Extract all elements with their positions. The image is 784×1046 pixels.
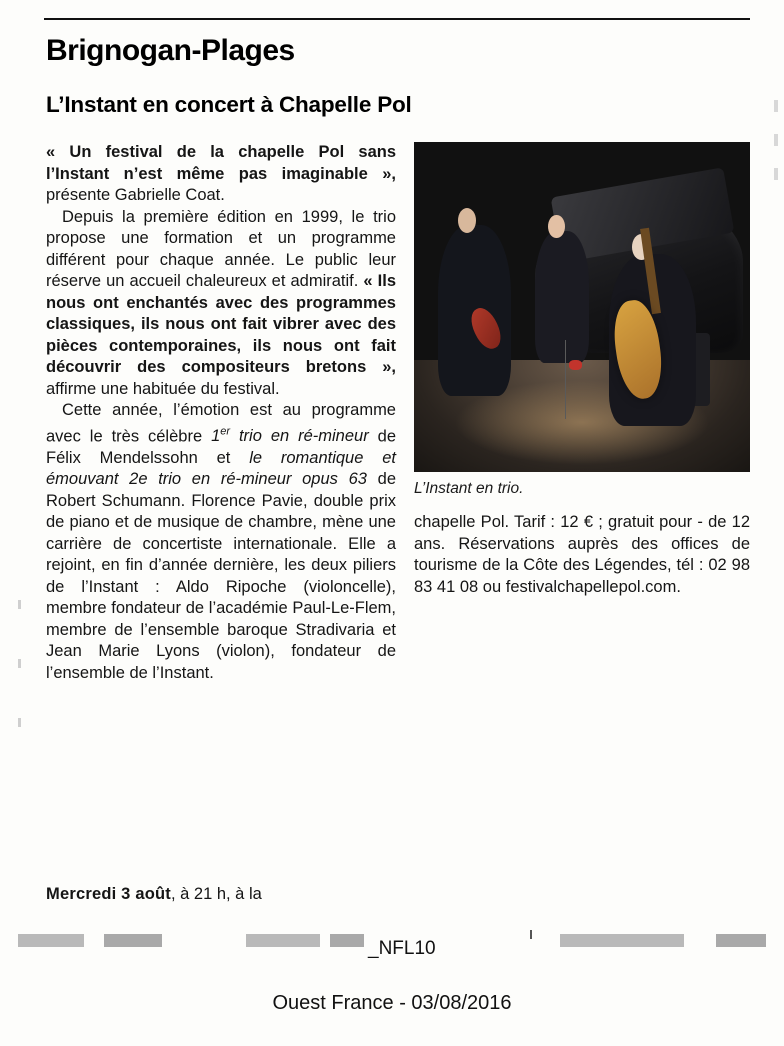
edge-mark [18,659,21,668]
paragraph-3-part-a: Cette année, l’émotion est au programme avec le très célèbre [46,401,396,445]
page-title: L’Instant en concert à Chapelle Pol [46,92,412,117]
pianist-figure [535,231,589,363]
registration-mark [246,934,320,947]
event-date: Mercredi 3 août [46,885,171,903]
paragraph-3 [46,400,396,684]
registration-mark [330,934,364,947]
work-title-2: le romantique et émouvant 2e trio en ré-mineur opus 63 [46,448,396,488]
lead-quote: « Un festival de la chapelle Pol sans l’Instant n’est même pas imaginable », [46,143,396,183]
registration-mark [716,934,766,947]
paragraph-2-part-a: Depuis la première édition en 1999, le trio propose une formation et un programme différent pour chaque année. Le public leur réserve un accueil chaleureux et admiratif. [46,207,396,290]
photo-caption: L’Instant en trio. [414,480,524,497]
locality-title: Brignogan-Plages [46,34,295,67]
edge-mark [18,718,21,727]
source-footer: Ouest France - 03/08/2016 [272,992,512,1014]
lead-attribution: présente Gabrielle Coat. [46,186,225,204]
paragraph-3-part-c: de Robert Schumann. Florence Pavie, double prix de piano et de musique de chambre, mène une carrière de concertiste internationale. Elle a rejoint, en fin d’année dernière, les deux piliers de l’Instant : Aldo Ripoche (violoncelle), membre fondateur de l’académie Paul-Le-Flem, membre de l’ensemble baroque Stradivaria et Jean Marie Lyons (violon), fondateur de l’ensemble de l’Instant. [46,470,397,682]
registration-mark [104,934,162,947]
article-body-right [414,512,750,598]
microphone-stand [565,340,566,419]
right-column [414,142,750,598]
edge-mark [774,100,778,112]
work-title-1: 1er trio en ré-mineur [211,425,369,445]
left-column [46,142,396,684]
paragraph-2-quote: « Ils nous ont enchantés avec des programmes classiques, ils nous ont fait vibrer avec des pièces contemporaines, ils nous ont fait découvrir des compositeurs bretons », [46,272,397,376]
small-tick-mark [530,930,532,939]
paragraph-3-part-b: de Félix Mendelssohn et [46,427,397,467]
red-shoe [569,360,582,370]
event-details: , à 21 h, à la [170,885,262,903]
practical-info [46,884,406,906]
article-photo [414,142,750,472]
violinist-head [458,208,476,233]
top-divider [44,18,750,20]
registration-mark [18,934,84,947]
registration-mark [560,934,684,947]
article-body-left [46,142,396,684]
edge-mark [774,134,778,146]
edge-mark [774,168,778,180]
edge-mark [18,600,21,609]
paragraph-2-end: affirme une habituée du festival. [46,379,280,398]
paragraph-2 [46,207,396,401]
paragraph-lead [46,142,396,207]
right-edge-marks [774,100,780,220]
clipping-code: _NFL10 [368,938,436,959]
left-edge-marks [18,600,24,780]
paragraph-continuation: chapelle Pol. Tarif : 12 € ; gratuit pour - de 12 ans. Réservations auprès des offices de tourisme de la Côte des Légendes, tél : 02 98 83 41 08 ou festivalchapellepol.com. [414,513,750,596]
